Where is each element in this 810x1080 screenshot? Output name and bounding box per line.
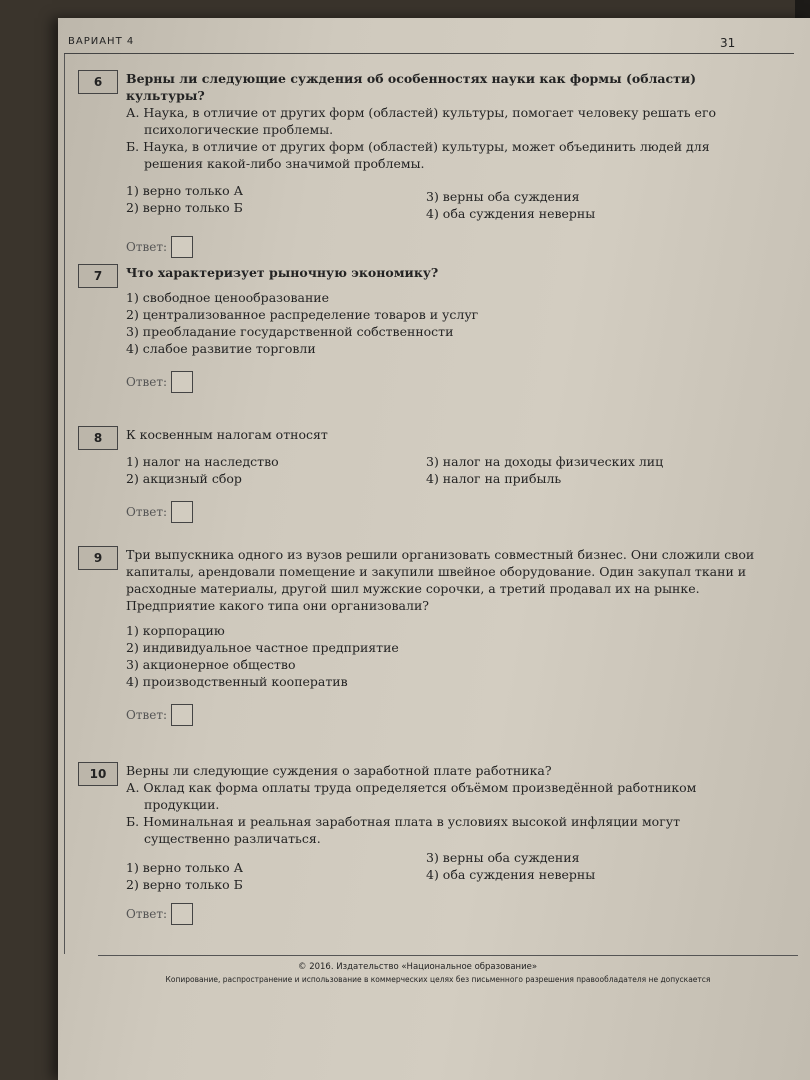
answer-box[interactable] — [171, 371, 193, 393]
header-divider — [64, 53, 794, 54]
judgement-a: А. Наука, в отличие от других форм (областей) культуры, помогает человеку решать его психологические проблемы. — [126, 105, 717, 137]
option-3: 3) преобладание государственной собственности — [126, 324, 454, 339]
answer-box[interactable] — [171, 704, 193, 726]
task-question: Верны ли следующие суждения об особенностях науки как формы (области) культуры? — [126, 71, 697, 103]
task-number: 7 — [78, 264, 118, 288]
option-2: 2) верно только Б — [126, 200, 243, 215]
option-2: 2) централизованное распределение товаров и услуг — [126, 307, 479, 322]
option-1: 1) верно только А — [126, 860, 244, 875]
option-4: 4) производственный кооператив — [126, 674, 348, 689]
workbook-page — [58, 18, 810, 1080]
option-3: 3) верны оба суждения — [426, 189, 580, 204]
answer-box[interactable] — [171, 236, 193, 258]
footer-copyright: © 2016. Издательство «Национальное образование» — [298, 962, 538, 972]
task-question: К косвенным налогам относят — [126, 427, 328, 442]
task-number: 9 — [78, 546, 118, 570]
judgement-b: Б. Наука, в отличие от других форм (областей) культуры, может объединить людей для решения какой-либо значимой проблемы. — [126, 139, 710, 171]
option-1: 1) налог на наследство — [126, 454, 279, 469]
answer-label: Ответ: — [126, 906, 168, 921]
option-1: 1) свободное ценообразование — [126, 290, 330, 305]
footer-notice: Копирование, распространение и использование в коммерческих целях без письменного разрешения правообладателя не допускается — [165, 975, 711, 984]
margin-line — [64, 54, 65, 954]
option-2: 2) акцизный сбор — [126, 471, 242, 486]
task-question: Три выпускника одного из вузов решили организовать совместный бизнес. Они сложили свои капиталы, арендовали помещение и закупили швейное оборудование. Один закупал ткани и расходные материалы, другой шил мужские сорочки, а третий продавал их на рынке. Предприятие какого типа они организовали? — [126, 547, 755, 613]
footer-divider — [98, 955, 798, 956]
option-4: 4) оба суждения неверны — [426, 206, 596, 221]
answer-label: Ответ: — [126, 707, 168, 722]
option-1: 1) верно только А — [126, 183, 244, 198]
answer-box[interactable] — [171, 501, 193, 523]
option-2: 2) индивидуальное частное предприятие — [126, 640, 399, 655]
judgement-b: Б. Номинальная и реальная заработная плата в условиях высокой инфляции могут существенно различаться. — [126, 814, 681, 846]
option-4: 4) налог на прибыль — [426, 471, 562, 486]
answer-label: Ответ: — [126, 239, 168, 254]
task-number: 6 — [78, 70, 118, 94]
option-3: 3) верны оба суждения — [426, 850, 580, 865]
answer-label: Ответ: — [126, 374, 168, 389]
option-1: 1) корпорацию — [126, 623, 225, 638]
option-2: 2) верно только Б — [126, 877, 243, 892]
judgement-a: А. Оклад как форма оплаты труда определяется объёмом произведённой работником продукции. — [126, 780, 697, 812]
option-4: 4) оба суждения неверны — [426, 867, 596, 882]
variant-header: ВАРИАНТ 4 — [68, 36, 135, 47]
option-4: 4) слабое развитие торговли — [126, 341, 316, 356]
task-question: Верны ли следующие суждения о заработной плате работника? — [126, 763, 552, 778]
option-3: 3) налог на доходы физических лиц — [426, 454, 664, 469]
answer-label: Ответ: — [126, 504, 168, 519]
task-question: Что характеризует рыночную экономику? — [126, 265, 439, 280]
task-number: 8 — [78, 426, 118, 450]
task-number: 10 — [78, 762, 118, 786]
page-number: 31 — [720, 36, 736, 50]
answer-box[interactable] — [171, 903, 193, 925]
option-3: 3) акционерное общество — [126, 657, 296, 672]
